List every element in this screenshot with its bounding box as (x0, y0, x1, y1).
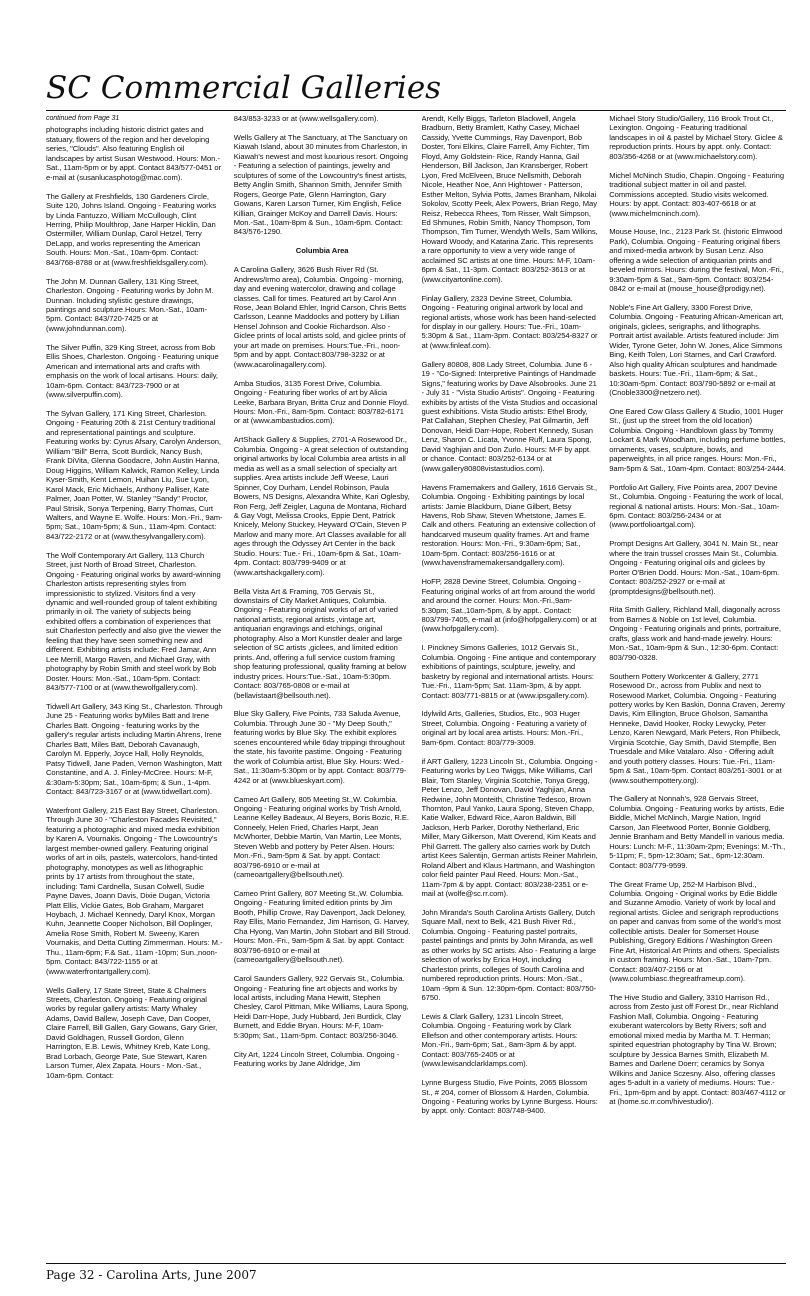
listing-paragraph: Noble's Fine Art Gallery, 3300 Forest Drive, Columbia. Ongoing - Featuring African-American art, originals, giclees, serigraphs, and lithographs. Portrait artist available. Artists featured include: Jim Wider, Tyrone Geter, John W. Jones, Alice Simmons Bing, Keith Tolen, Lori Starnes, and Carl Crawford. Also high quality African sculptures and handmade baskets. Hours: Tue.-Fri., 11am-6pm; & Sat., 10:30am-5pm. Contact: 803/790-5892 or e-mail at (Cnoble3300@netzero.net). (609, 303, 784, 398)
listing-paragraph: Southern Pottery Workcenter & Gallery, 2771 Rosewood Dr., across from Publix and next to Rosewood Market, Columbia. Ongoing - Featuring pottery works by Ken Baskin, Donna Craven, Jeremy Davis, Kim Ellington, Bruce Gholson, Samantha Henneke, David Hooker, Rocky Lewycky, Peter Lenzo, Karen Newgard, Mark Peters, Ron Philbeck, Virginia Scotchie, Gay Smith, David Stempfle, Ben Truesdale and Mike Vatalaro. Also - Offering adult and youth pottery classes. Hours: Tue.-Fri., 11am-5pm & Sat., 10am-5pm. Contact 803/251-3001 or at (www.southernpottery.org). (609, 671, 785, 785)
listing-paragraph: The Gallery at Nonnah's, 928 Gervais Street, Columbia. Ongoing - Featuring works by artists, Edie Biddle, Michel McNinch, Margie Nation, Ingrid Carson, Jan Fleetwood Porter, Bonnie Goldberg, Jennie Branham and Betty Mandell in various media. Hours: Lunch: M-F., 11:30am-2pm; Evenings: M.-Th., 5-11pm; F., 5pm-12:30am; Sat., 6pm-12:30am. Contact: 803/779-9599. (609, 794, 786, 870)
listing-paragraph: HoFP, 2828 Devine Street, Columbia. Ongoing - Featuring original works of art from around the world and around the corner. Hours: Mon.-Fri.,9am-5:30pm; Sat.,10am-5pm, & by appt.. Contact: 803/799-7405, e-mail at (info@hofpgallery.com) or at (www.hofpgallery.com). (421, 577, 597, 634)
listing-paragraph: Cameo Print Gallery, 807 Meeting St.,W. Columbia. Ongoing - Featuring limited edition prints by Jim Booth, Phillip Crowe, Ray Davenport, Jack Deloney, Ray Ellis, Mario Fernandez, Jim Harrison, G. Harvey, Cha Hyong, Van Martin, John Stobart and Bill Stroud. Hours: Mon.-Fri., 9am-5pm & Sat. by appt. Contact: 803/796-6910 or e-mail at (cameoartgallery@bellsouth.net). (233, 889, 411, 965)
listing-paragraph: The Hive Studio and Gallery, 3310 Harrison Rd., across from Zesto just off Forest Dr., near Richland Fashion Mall, Columbia. Ongoing - Featuring exuberant watercolors by Betty Rivers; soft and emotional mixed media by Martha M. T. Herman; spirited equestrian photography by Tina W. Brown; sculpture by Jessica Barnes Smith, Elizabeth M. Barnes and Darlene Doerr; ceramics by Sonya Wilkins and Janice Sczesny. Also, offering classes ages 5-adult in a variety of mediums. Hours: Tue.-Fri., 1pm-6pm and by appt. Contact: 803/467-4112 or at (home.sc.rr.com/hivestudio/). (609, 992, 786, 1106)
listing-paragraph: Rita Smith Gallery, Richland Mall, diagonally across from Barnes & Noble on 1st level, Columbia. Ongoing - Featuring originals and prints, portraiture, crafts, glass work and hand-made jewelry. Hours: Mon.-Sat., 10am-9pm & Sun., 12:30-6pm. Contact: 803/790-0328. (609, 605, 781, 662)
listing-paragraph: Bella Vista Art & Framing, 705 Gervais St., downstairs of City Market Antiques, Columbia. Ongoing - Featuring original works of art of varied national artists, regional artists ,vintage art, antiquarian engravings and etchings, original photography. Also a Mort Kunstler dealer and large selection of SC artists ,giclees, and limited edition prints. And, offering a full service custom framing shop featuring professional, quality framing at below industry prices. Hours:Tue.-Sat., 10am-5:30pm. Contact: 803/765-0808 or e-mail at (bellavistaart@bellsouth.net). (233, 586, 407, 700)
listing-paragraph: Mouse House, Inc., 2123 Park St. (historic Elmwood Park), Columbia. Ongoing - Featuring original fibers and mixed-media artwork by Susan Lenz. Also offering a wide selection of antiquarian prints and beveled mirrors. Hours: during the festival, Mon.-Fri., 9:30am-5pm & Sat., 9am-5pm. Contact: 803/254-0842 or e-mail at (mouse_house@prodigy.net). (609, 227, 784, 294)
listing-paragraph: Michel McNinch Studio, Chapin. Ongoing - Featuring traditional subject matter in oil and pastel. Commissions accepted. Studio visits welcomed. Hours: by appt. Contact: 803-407-6618 or at (www.michelmcninch.com). (609, 170, 785, 218)
continued-note: continued from Page 31 (46, 115, 120, 122)
listing-paragraph: The Great Frame Up, 252-M Harbison Blvd., Columbia. Ongoing - Original works by Edie Biddle and Suzanne Amodio. Variety of work by local and regional artists. Giclee and serigraph reproductions on paper and canvas from some of the world's most collectible artists. Dealer for Somerset House Publishing, Gregory Editions / Washington Green Fine Art, Historical Art Prints and others. Specialists in custom framing. Hours: Mon.-Sat., 10am-7pm. Contact: 803/407-2156 or at (www.columbiasc.thegreatframeup.com). (609, 879, 781, 984)
listing-paragraph: The Gallery at Freshfields, 130 Gardeners Circle, Suite 120, Johns Island. Ongoing - Featuring works by Linda Fantuzzo, William McCullough, Clint Herring, Philip Moulthrop, Jane Harper Hicklin, Dan Ostermiller, William Dunlap, Carol Hetzel, Terry DeLapp, and works representing the American South. Hours: Mon.-Sat., 10am-6pm. Contact: 843/768-8788 or at (www.freshfieldsgallery.com). (46, 191, 217, 267)
bottom-rule (46, 1263, 786, 1264)
listing-paragraph: Carol Saunders Gallery, 922 Gervais St., Columbia. Ongoing - Featuring fine art objects and works by local artists, including Mana Hewitt, Stephen Chesley, Carol Pittman, Mike Williams, Laura Spong, Heidi Darr-Hope, Judy Hubbard, Jeri Burdick, Clay Burnett, and Eddie Bryan. Hours: M-F, 10am-5:30pm; Sat., 11am-5pm. Contact: 803/256-3046. (233, 974, 409, 1040)
column-1 (46, 114, 223, 1258)
listing-paragraph: Wells Gallery at The Sanctuary, at The Sanctuary on Kiawah Island, about 30 minutes from Charleston, in Kiawah's newest and most luxurious resort. Ongoing - Featuring a selection of paintings, jewelry and sculptures of some of the Lowcountry's finest artists, Betty Anglin Smith, Shannon Smith, Jennifer Smith Rogers, George Pate, Glenn Harrington, Gary Gowans, Karen Larson Turner, Kim English, Felice Killian, Grainger McKoy and Darrell Davis. Hours: Mon.-Sat., 10am-8pm & Sun., 10am-6pm. Contact: 843/576-1290. (233, 132, 408, 237)
listing-paragraph: Lewis & Clark Gallery, 1231 Lincoln Street, Columbia. Ongoing - Featuring work by Clark Ellefson and other contemporary artists. Hours: Mon.-Fri., 9am-6pm; Sat., 8am-3pm & by appt. Contact: 803/765-2405 or at (www.lewisandclarklamps.com). (421, 1011, 578, 1069)
listing-paragraph: City Art, 1224 Lincoln Street, Columbia. Ongoing - Featuring works by Jane Aldridge, Jim (233, 1049, 400, 1069)
listing-paragraph: Waterfront Gallery, 215 East Bay Street, Charleston. Through June 30 - "Charleston Facades Revisited," featuring a photographic and mixed media exhibition by Karen A. Vournakis. Ongoing - The Lowcountry's largest member-owned gallery. Featuring original works of art in oils, pastels, watercolors, hand-tinted photography, monotypes as well as lithographic prints by 17 artists from throughout the state, including: Tami Cardnella, Susan Colwell, Sudie Payne Daves, Joann Davis, Dixie Dugan, Victoria Platt Ellis, Vickie Gates, Bob Graham, Margaret Hoybach, J. Michael Kennedy, Daryl Knox, Morgan Kuhn, Jeannette Cooper Nicholson, Bill Ooplinger, Amelia Rose Smith, Robert M. Sweeny, Karen Vournakis, and Detta Cutting Zimmerman. Hours: M.-Thu., 11am-6pm; F.& Sat., 11am -10pm; Sun.,noon-5pm. Contact: 843/722-1155 or at (www.waterfrontartgallery.com). (46, 805, 223, 976)
listing-paragraph: Michael Story Studio/Gallery, 116 Brook Trout Ct., Lexington. Ongoing - Featuring traditional landscapes in oil & pastel by Michael Story. Giclee & reproduction prints. Hours by appt. only. Contact: 803/356-4268 or at (www.michaelstory.com). (609, 114, 783, 161)
listing-columns (46, 114, 786, 1258)
listing-paragraph: Amba Studios, 3135 Forest Drive, Columbia. Ongoing - Featuring fiber works of art by Alicia Leeke, Barbara Bryan, Britta Cruz and Donnie Floyd. Hours: Mon.-Fri., 8am-5pm. Contact: 803/782-6171 or at (www.ambastudios.com). (233, 378, 409, 426)
listing-paragraph: Arendt, Kelly Biggs, Tarleton Blackwell, Angela Bradburn, Betty Bramlett, Kathy Casey, Michael Cassidy, Yvette Cummings, Ray Davenport, Bob Doster, Toni Elkins, Claire Farrell, Amy Fichter, Tim Floyd, Amy Goldstein- Rice, Randy Hanna, Gail Henderson, Bill Jackson, Jan Kransberger, Robert Lyon, Fred McElveen, Bruce Nellsmith, Deborah Nicole, Heather Noe, Ann Hightower - Patterson, Esther Melton, Sylvia Potts, James Branham, Nikolai Sokolov, Scotty Peek, Alex Powers, Brian Rego, May Reisz, Rebecca Rhees, Tom Risser, Walt Simpson, Ed Shmunes, Robin Smith, Nancy Thompson, Tom Thompson, Tim Turner, Wendyth Wells, Sam Wilkins, Howard Woody, and Katarina Zaric. This represents a rare opportunity to view a very wide range of acclaimed SC artists at one time. Hours: M-F, 10am-6pm & Sat., 11-3pm. Contact: 803/252-3613 or at (www.cityartonline.com). (421, 114, 598, 284)
listing-paragraph: The Sylvan Gallery, 171 King Street, Charleston. Ongoing - Featuring 20th & 21st Century traditional and representational paintings and sculpture. Featuring works by: Cyrus Afsary, Carolyn Anderson, William "Bill" Berra, Scott Burdick, Nancy Bush, Frank DiVita, Glenna Goodacre, John Austin Hanna, Doug Higgins, William Kalwick, Ramon Kelley, Linda Kyser-Smith, Kent Lemon, Huihan Liu, Sue Lyon, Karol Mack, Eric Michaels, Anthony Palliser, Kate Palmer, Joan Potter, W. Stanley "Sandy" Proctor, Paul Strisik, Sonya Terpening, Barry Thomas, Curt Walters, and Wayne E. Wolfe. Hours: Mon.-Fri., 9am-5pm; Sat., 10am-5pm; & Sun., 11am-4pm. Contact: 843/722-2172 or at (www.thesylvangallery.com). (46, 408, 223, 541)
listing-paragraph: A Carolina Gallery, 3626 Bush River Rd (St. Andrews/Irmo area), Columbia. Ongoing - morning, day and evening watercolor, drawing and collage classes. Call for times. Featured art by Carol Ann Rose, Jean Boland Ehler, Ingrid Carson, Chris Betts Carlsson, Leanne Maddocks and pottery by Lillian Hensel Johnson and Cookie Richardson. Also - Giclee prints of local artists sold, and giclee prints of your art made on premises. Hours:Tue.-Fri., noon-5pm and by appt. Contact:803/798-3232 or at (www.acarolinagallery.com). (233, 265, 406, 369)
column-3 (422, 114, 599, 1258)
listing-paragraph: Havens Framemakers and Gallery, 1616 Gervais St., Columbia. Ongoing - Exhibiting paintings by local artists: Jamie Blackburn, Diane Gilbert, Betsy Havens, Rob Shaw, Steven Whetstone, James E. Calk and others. Featuring an extensive collection of handcarved museum quality frames. Art and frame restoration. Hours: Mon.-Fri., 9:30am-6pm; Sat., 10am-5pm. Contact: 803/256-1616 or at (www.havensframemakersandgallery.com). (421, 482, 598, 568)
top-rule (46, 110, 786, 111)
listing-paragraph: The Silver Puffin, 329 King Street, across from Bob Ellis Shoes, Charleston. Ongoing - Featuring unique American and international arts and crafts with emphasis on the work of local artisans. Hours: daily, 10am-6pm. Contact: 843/723-7900 or at (www.silverpuffin.com). (46, 342, 219, 400)
listing-paragraph: Lynne Burgess Studio, Five Points, 2065 Blossom St., # 204, corner of Blossom & Harden, Columbia. Ongoing - Featuring works by Lynne Burgess. Hours: by appt. only. Contact: 803/748-9400. (421, 1078, 598, 1116)
page-footer: Page 32 - Carolina Arts, June 2007 (46, 1268, 257, 1282)
listing-paragraph: Idylwild Arts, Galleries, Studios, Etc., 903 Huger Street, Columbia. Ongoing - Featuring a variety of original art by local area artists. Hours: Mon.-Fri., 9am-6pm. Contact: 803/779-3009. (421, 709, 587, 747)
listing-paragraph: photographs including historic district gates and statuary, flowers of the region and her developing series, "Clouds". Also featuring English oil landscapes by artist Susan Westwood. Hours: Mon.-Sat., 11am-5pm or by appt. Contact 843/577-0451 or e-mail at (susanlucasphotog@mac.com). (46, 125, 222, 182)
listing-paragraph: Gallery 80808, 808 Lady Street, Columbia. June 6 - 19 - "Co-Signed: Interpretive Paintings of Handmade Signs," featuring works by Dave Alsobrooks. June 21 - July 31 - "Vista Studio Artists". Ongoing - Featuring exhibits by artists of the Vista Studios and occasional guest exhibitions. Vista Studio artists: Ethel Brody, Pat Callahan, Stephen Chesley, Pat Gilmartin, Jeff Donovan, Heidi Darr-Hope, Robert Kennedy, Susan Lenz, Sharon C. Licata, Yvonne Ruff, Laura Spong, David Yaghjian and Don Zurlo. Hours: M-F by appt. or chance. Contact: 803/252-6134 or at (www.gallery80808vistastudios.com). (421, 359, 598, 473)
listing-paragraph: One Eared Cow Glass Gallery & Studio, 1001 Huger St., (just up the street from the old location) Columbia. Ongoing - Handblown glass by Tommy Lockart & Mark Woodham, including perfume bottles, ornaments, vases, sculpture, bowls, and paperweights, in all price ranges. Hours: Mon.-Fri., 9am-5pm & Sat., 10am-4pm. Contact: 803/254-2444. (609, 406, 786, 473)
section-heading-columbia: Columbia Area (295, 246, 349, 256)
listing-paragraph: Prompt Designs Art Gallery, 3041 N. Main St., near where the train trussel crosses Main St., Columbia. Ongoing - Featuring original oils and giclees by Porter O'Brien Dodd. Hours: Mon.-Sat., 10am-6pm. Contact: 803/252-2927 or e-mail at (promptdesigns@bellsouth.net). (609, 539, 780, 596)
listing-paragraph: The Wolf Contemporary Art Gallery, 113 Church Street, just North of Broad Street, Charleston. Ongoing - Featuring original works by award-winning Charleston artists representing styles from impressionistic to stylized. Visitors find a very dynamic and well-rounded group of talent exhibiting primarily in oil. The variety of subjects being exhibited offers a combination of experiences that suit Charleston perfectly and also give the viewer the feeling that they have seen something new and different. Exhibiting artists include: Fred Jamar, Ann Lee Merrill, Margo Raven, and Michael Gray, with photography by Robin Smith and steel work by Bob Doster. Hours: Mon.-Sat., 10am-5pm. Contact: 843/577-7100 or at (www.thewolfgallery.com). (46, 550, 222, 693)
listing-paragraph: Cameo Art Gallery, 805 Meeting St.,W. Columbia. Ongoing - Featuring original works by Trish Arnold, Leanne Kelley Badeaux, Al Beyers, Boris Bozic, R.E. Conneely, Helen Fried, Charles Harpt, Jean McWhorter, Debbie Martin, Van Martin, Lee Monts, Steven Webb and pottery by Peter Alsen. Hours: Mon.-Fri., 9am-5pm & Sat. by appt. Contact: 803/796-6910 or e-mail at (cameoartgallery@bellsouth.net). (233, 794, 409, 880)
listing-paragraph: if ART Gallery, 1223 Lincoln St., Columbia. Ongoing - Featuring works by Leo Twiggs, Mike Williams, Carl Blair, Tom Stanley, Virginia Scotchie, Tonya Gregg, Peter Lenzo, Jeff Donovan, David Yaghjian, Anna Redwine, John Monteith, Christine Tedesco, Brown Thornton, Paul Yanko, Laura Spong, Steven Chapp, Katie Walker, Edward Rice, Aaron Baldwin, Bill Jackson, Herb Parker, Dorothy Netherland, Eric Miller, Mary Gilkerson, Matt Overend, Kim Keats and Phil Garrett. The gallery also carries work by Dutch artist Kees Salentijn, German artists Reiner Mahrlein, Roland Albert and Klaus Hartmann, and Washington color field painter Paul Reed. Hours: Mon.-Sat., 11am-7pm & by appt. Contact: 803/238-2351 or e-mail at (wolfe@sc.rr.com). (421, 756, 598, 899)
listing-paragraph: Finlay Gallery, 2323 Devine Street, Columbia. Ongoing - Featuring original artwork by local and regional artists, whose work has been hand-selected for display in our gallery. Hours: Tue.-Fri., 10am-5:30pm & Sat., 11am-3pm. Contact: 803/254-8327 or at (www.finleaf.com). (421, 293, 598, 350)
listing-paragraph: Blue Sky Gallery, Five Points, 733 Saluda Avenue, Columbia. Through June 30 - "My Deep South," featuring works by Blue Sky. The exhibit explores scenes encountered while 6day trippingi throughout the state, his favorite pastime. Ongoing - Featuring the work of Columbia artist, Blue Sky. Hours: Wed.-Sat., 11:30am-5:30pm or by appt. Contact: 803/779-4242 or at (www.blueskyart.com). (233, 709, 407, 785)
listing-paragraph: Tidwell Art Gallery, 343 King St., Charleston. Through June 25 - Featuring works byMiles Batt and Irene Charles Batt. Ongoing - featuring works by the gallery's regular artists including Martin Ahrens, Irene Charles Batt, Miles Batt, Deborah Cavanaugh, Carolyn M. Epperly, Joyce Hall, Holly Reynolds, Patsy Tidwell, Jane Paden, Vernon Washington, Matt Constantine, and A. J. Finley-McCree. Hours: M-F, &:30am-5:30pm; Sat., 10am-6pm; & Sun., 1-4pm. Contact: 843/723-3167 or at (www.tidwellart.com). (46, 702, 223, 797)
listing-paragraph: The John M. Dunnan Gallery, 131 King Street, Charleston. Ongoing - Featuring works by John M. Dunnan. Including stylistic gesture drawings, paintings and sculpture.Hours: Mon.-Sat., 10am-5pm. Contact: 843/720-7425 or at (www.johndunnan.com). (46, 276, 214, 333)
listing-paragraph: 843/853-3233 or at (www.wellsgallery.com). (233, 114, 379, 123)
listing-paragraph: John Miranda's South Carolina Artists Gallery, Dutch Square Mall, next to Belk, 421 Bush River Rd., Columbia. Ongoing - Featuring pastel portraits, pastel paintings and prints by John Miranda, as well as other works by SC artists. Also - Featuring a large selection of works by Erica Hoyt, including Charleston prints, colleges of South Carolina and numbered reproduction prints. Hours: Mon.-Sat., 10am -9pm & Sun. 12:30pm-6pm. Contact: 803/750-6750. (421, 907, 597, 1003)
listing-paragraph: Portfolio Art Gallery, Five Points area, 2007 Devine St., Columbia. Ongoing - Featuring the work of local, regional & national artists. Hours: Mon.-Sat., 10am-6pm. Contact: 803/256-2434 or at (www.portfolioartgal.com). (609, 482, 784, 530)
listing-paragraph: Wells Gallery, 17 State Street, State & Chalmers Streets, Charleston. Ongoing - Featuring original works by regular gallery artists: Marty Whaley Adams, David Ballew, Joseph Cave, Dan Cooper, Claire Farrell, Bill Gallen, Gary Gowans, Gary Grier, David Goldhagen, Russell Gordon, Glenn Harrington, E.B. Lewis, Whitney Kreb, Kate Long, Brad Lorbach, George Pate, Sue Stewart, Karen Larson Turner, Alex Zapata. Hours - Mon.-Sat., 10am-6pm. Contact: (46, 985, 218, 1080)
listing-paragraph: ArtShack Gallery & Supplies, 2701-A Rosewood Dr., Columbia. Ongoing - A great selection of outstanding original artworks by local Columbia area artists in all media as well as a small selection of specialty art supplies. Area artists include Jeff Weese, Lauri Spinner, Coy Durham, Lendel Robinson, Paula Bowers, NS Designs, Alexandra White, Kari Oglesby, Ron Ferg, Jeff Zeigler, Laguna de Montana, Richard & Gay Vogt, Melissa Crooks, Eppie Dent, Patrick Knicely, Melony Stuckey, Heyward O'Cain, Steven P Marlow and many more. Art Classes available for all ages through the Odyssey Art Center in the back Studio. Hours: Tue.- Fri., 10am-6pm & Sat., 10am-4pm. Contact: 803/799-9409 or at (www.artshackgallery.com). (233, 435, 410, 577)
masthead-title: SC Commercial Galleries (46, 70, 442, 106)
listing-paragraph: I. Pinckney Simons Galleries, 1012 Gervais St., Columbia. Ongoing - Fine antique and contemporary exhibitions of paintings, sculpture, jewelry, and basketry by regional and international artists. Hours: Tue.-Fri., 11am-5pm; Sat. 11am-3pm, & by appt. Contact: 803/771-8815 or at (www.ipsgallery.com). (421, 643, 596, 700)
column-2 (234, 114, 411, 1258)
column-4 (609, 114, 786, 1258)
